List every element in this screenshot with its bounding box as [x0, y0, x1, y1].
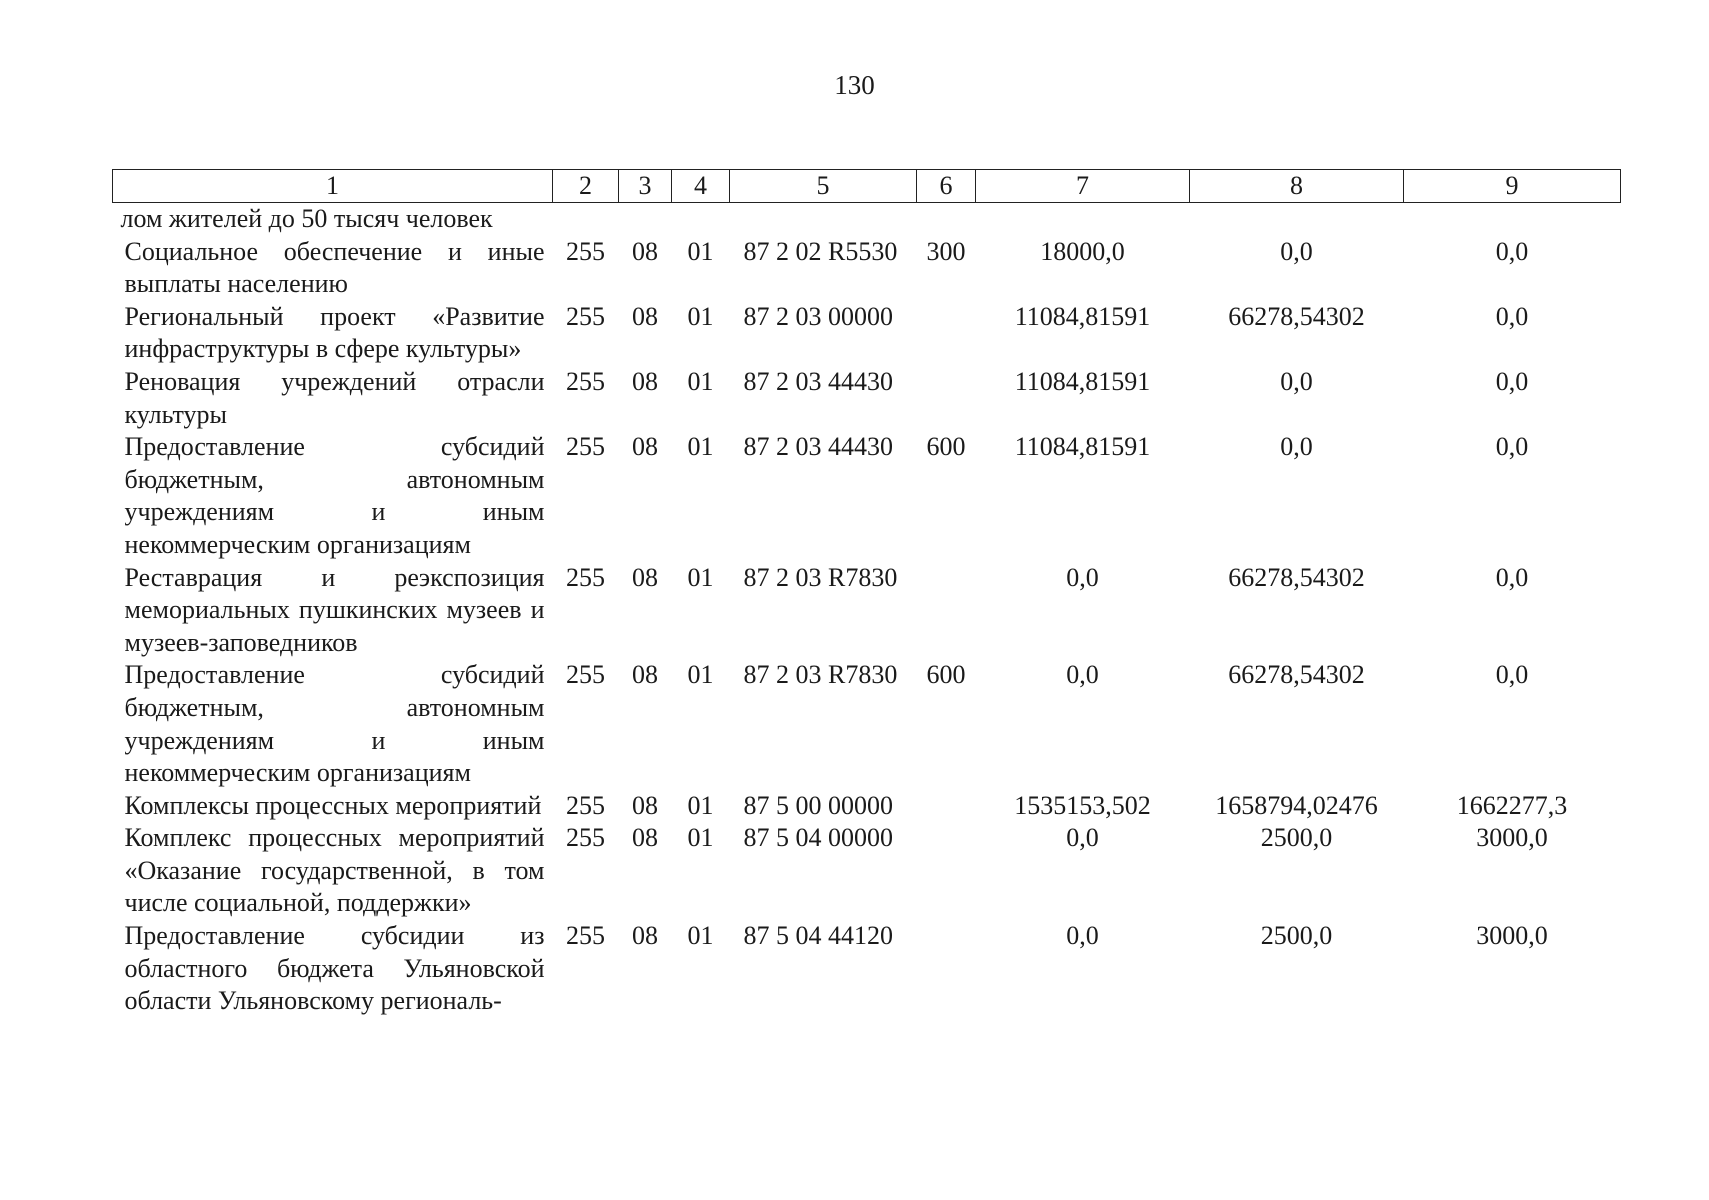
header-col-7: 7: [976, 170, 1190, 203]
header-col-6: 6: [917, 170, 976, 203]
row-col-5: 87 5 04 00000: [743, 823, 893, 853]
row-col-2: 255: [566, 823, 605, 853]
row-col-3: 08: [632, 790, 658, 820]
row-col-9: 3000,0: [1476, 921, 1548, 951]
row-col-6: 300: [926, 236, 966, 266]
row-col-8: 2500,0: [1260, 921, 1333, 951]
table-row: [113, 301, 1621, 366]
row-col-4: 01: [687, 823, 714, 853]
row-col-2: 255: [566, 790, 605, 820]
row-col-4: 01: [687, 301, 714, 331]
row-col-3: 08: [632, 301, 658, 331]
row-col-6: [917, 790, 976, 823]
row-col-4: 01: [687, 921, 714, 951]
table-body: [113, 203, 1621, 1018]
row-col-8: 0,0: [1280, 236, 1313, 266]
table-row: [113, 562, 1621, 660]
row-col-9: 0,0: [1495, 432, 1529, 462]
row-col-4: 01: [687, 562, 714, 592]
table-row: [113, 920, 1621, 1018]
row-col-8: 0,0: [1280, 432, 1313, 462]
row-col-7: 0,0: [1066, 823, 1099, 853]
budget-table-container: [112, 169, 1620, 1018]
table-row: [113, 659, 1621, 789]
row-col-5: 87 5 04 44120: [743, 921, 893, 951]
row-col-9: [1404, 203, 1621, 236]
header-col-5: 5: [730, 170, 917, 203]
row-col-6: 600: [926, 660, 966, 690]
table-row: [113, 431, 1621, 561]
row-col-5: 87 5 00 00000: [743, 790, 893, 820]
budget-table: [112, 169, 1621, 1018]
row-col-3: 08: [632, 823, 658, 853]
page-number: 130: [834, 70, 875, 100]
row-col-7: 18000,0: [1040, 236, 1125, 266]
row-col-3: 08: [632, 660, 658, 690]
row-name: Реновация учреждений отрасли культуры: [124, 366, 545, 429]
row-col-6: [917, 822, 976, 920]
row-col-4: 01: [687, 432, 714, 462]
table-row: [113, 790, 1621, 823]
table-row: [113, 203, 1621, 236]
row-col-7: 0,0: [1066, 660, 1099, 690]
row-col-5: 87 2 03 R7830: [743, 660, 898, 690]
header-col-1: 1: [113, 170, 553, 203]
row-col-8: 2500,0: [1260, 823, 1333, 853]
row-col-2: 255: [566, 562, 605, 592]
row-col-8: 66278,54302: [1228, 562, 1365, 592]
row-col-9: 1662277,3: [1456, 790, 1568, 820]
row-col-3: 08: [632, 236, 658, 266]
row-name: Предоставление субсидий бюджетным, автономным учреждениям и иным некоммерческим организациям: [124, 660, 545, 788]
table-row: [113, 236, 1621, 301]
row-col-6: [917, 562, 976, 660]
row-col-2: 255: [566, 366, 605, 396]
row-col-7: 11084,81591: [1014, 301, 1151, 331]
row-col-2: 255: [566, 921, 605, 951]
row-col-3: 08: [632, 562, 658, 592]
row-name: Комплексы процессных мероприятий: [124, 790, 542, 820]
row-col-9: 0,0: [1495, 660, 1529, 690]
row-col-5: 87 2 03 44430: [743, 366, 893, 396]
row-col-7: 11084,81591: [1014, 432, 1151, 462]
row-col-6: [917, 366, 976, 431]
header-col-3: 3: [619, 170, 672, 203]
row-col-7: 1535153,502: [1014, 790, 1151, 820]
row-col-3: 08: [632, 921, 658, 951]
row-col-8: 66278,54302: [1228, 660, 1365, 690]
row-name: Социальное обеспечение и иные выплаты населению: [124, 236, 545, 299]
row-col-6: [917, 301, 976, 366]
header-col-2: 2: [553, 170, 619, 203]
row-col-4: 01: [687, 236, 714, 266]
row-col-5: 87 2 03 00000: [743, 301, 893, 331]
row-col-5: [730, 203, 917, 236]
row-col-7: 11084,81591: [1014, 366, 1151, 396]
row-col-7: [976, 203, 1190, 236]
header-col-9: 9: [1404, 170, 1621, 203]
row-col-4: 01: [687, 660, 714, 690]
row-col-9: 0,0: [1495, 236, 1529, 266]
row-col-6: [917, 920, 976, 1018]
row-name: Региональный проект «Развитие инфраструктуры в сфере культуры»: [124, 301, 545, 364]
row-col-7: 0,0: [1066, 921, 1099, 951]
header-col-8: 8: [1190, 170, 1404, 203]
header-row: [113, 170, 1621, 203]
table-row: [113, 822, 1621, 920]
row-col-5: 87 2 03 44430: [743, 432, 893, 462]
row-col-5: 87 2 02 R5530: [743, 236, 898, 266]
row-name: Предоставление субсидий бюджетным, автономным учреждениям и иным некоммерческим организациям: [124, 432, 545, 559]
row-col-8: 66278,54302: [1228, 301, 1365, 331]
row-col-4: 01: [687, 790, 714, 820]
row-col-5: 87 2 03 R7830: [743, 562, 898, 592]
table-row: [113, 366, 1621, 431]
row-col-9: 0,0: [1495, 562, 1529, 592]
row-name: лом жителей до 50 тысяч человек: [120, 204, 493, 233]
row-col-3: [619, 203, 672, 236]
row-col-9: 0,0: [1495, 366, 1529, 396]
row-col-8: 1658794,02476: [1215, 790, 1378, 820]
row-col-2: 255: [566, 660, 605, 690]
row-col-2: [553, 203, 619, 236]
row-col-4: 01: [687, 366, 714, 396]
table-header: [113, 170, 1621, 203]
row-col-7: 0,0: [1066, 562, 1099, 592]
row-name: Реставрация и реэкспозиция мемориальных пушкинских музеев и музеев-заповедников: [124, 562, 545, 657]
row-name: Комплекс процессных мероприятий «Оказание государственной, в том числе социальной, поддержки»: [124, 823, 545, 918]
row-col-9: 3000,0: [1476, 823, 1548, 853]
row-col-8: 0,0: [1280, 366, 1313, 396]
row-col-2: 255: [566, 236, 605, 266]
row-col-9: 0,0: [1495, 301, 1529, 331]
row-name: Предоставление субсидии из областного бюджета Ульяновской области Ульяновскому региональ-: [124, 921, 545, 1016]
row-col-6: 600: [926, 432, 966, 462]
header-col-4: 4: [672, 170, 730, 203]
row-col-2: 255: [566, 301, 605, 331]
row-col-3: 08: [632, 366, 658, 396]
row-col-6: [917, 203, 976, 236]
row-col-3: 08: [632, 432, 658, 462]
row-col-4: [672, 203, 730, 236]
row-col-2: 255: [566, 432, 605, 462]
row-col-8: [1190, 203, 1404, 236]
